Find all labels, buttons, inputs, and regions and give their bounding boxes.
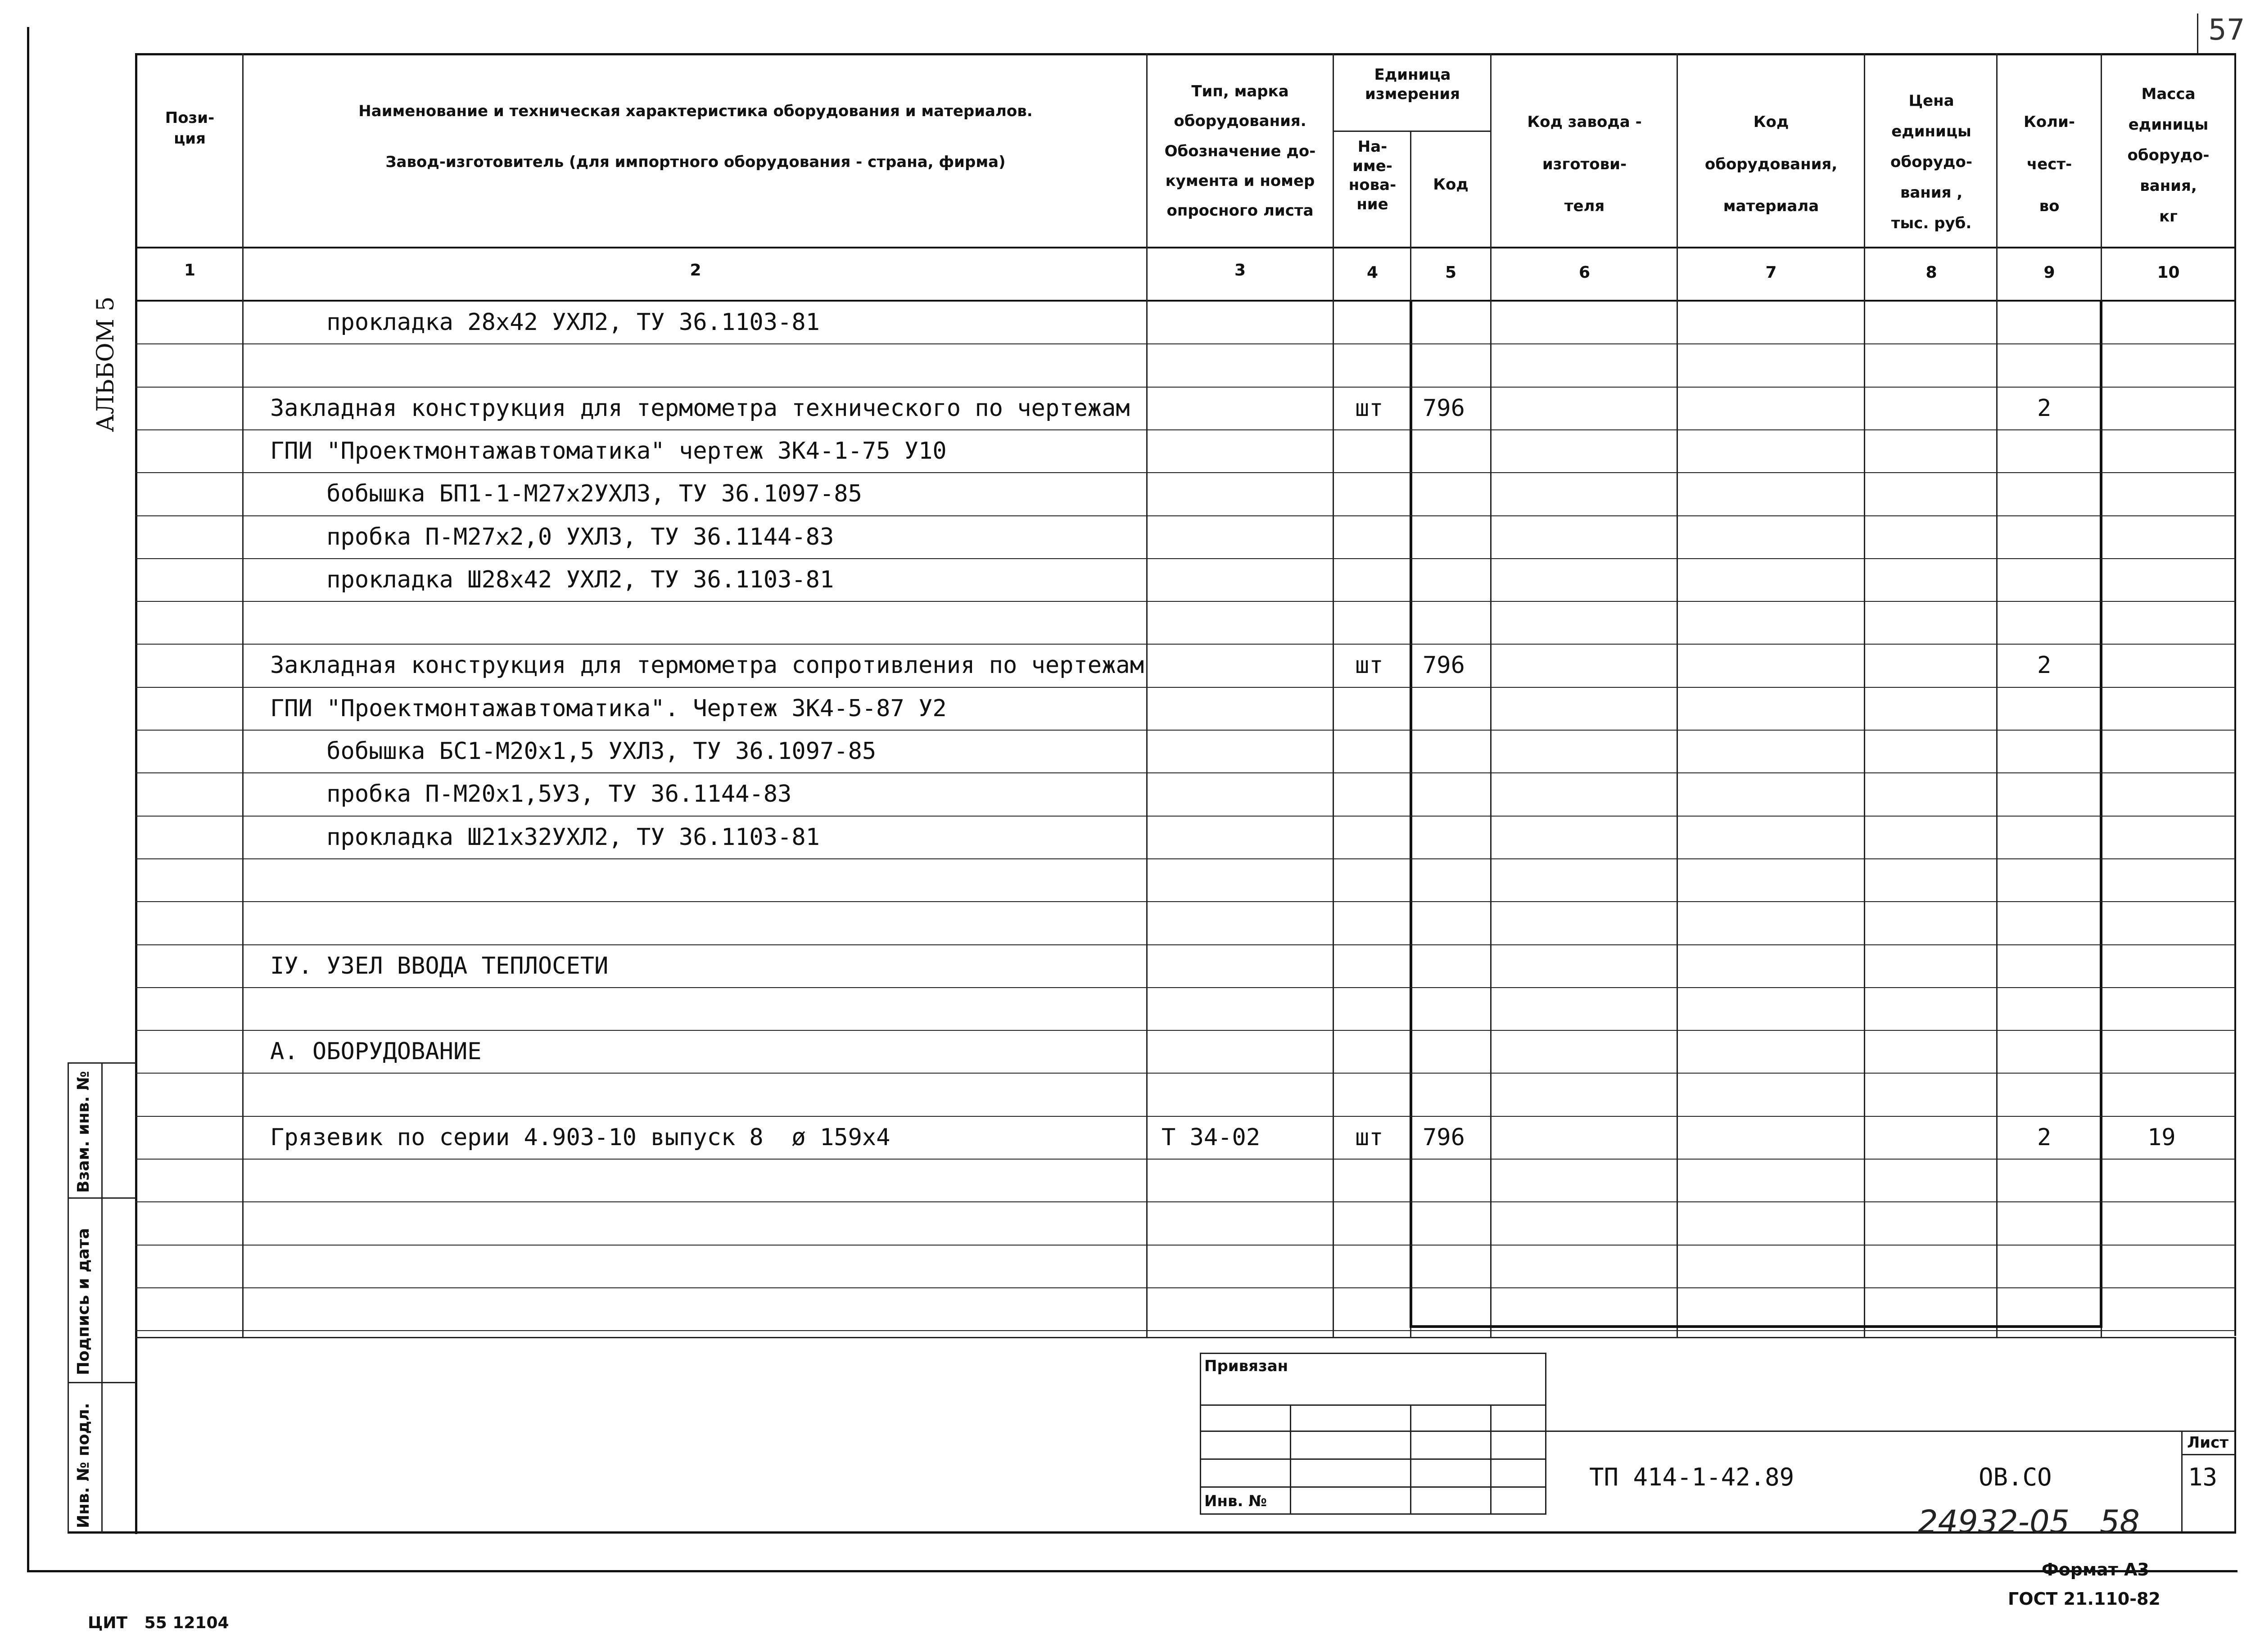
col-number-1: 1 [184, 261, 196, 280]
row-name-cell: бобышка БС1-М20х1,5 УХЛ3, ТУ 36.1097-85 [270, 738, 877, 765]
table-row-line [135, 1073, 2235, 1074]
title-block-row5 [1200, 1513, 1546, 1515]
sheet-bottom-line [68, 1531, 2235, 1534]
table-row-line [135, 816, 2235, 817]
left-stamp-div1 [68, 1197, 136, 1199]
col-number-8: 8 [1926, 263, 1937, 282]
gost-label: ГОСТ 21.110-82 [2008, 1589, 2161, 1609]
col-number-2: 2 [690, 261, 701, 280]
col-number-6: 6 [1578, 263, 1591, 282]
header-col5: Код [1433, 176, 1469, 194]
sheet-cell-mid [2181, 1454, 2235, 1455]
table-row-line [135, 343, 2235, 344]
title-block-main-top [1545, 1431, 2235, 1432]
header-col2-line2: Завод-изготовитель (для импортного оборудования - страна, фирма) [385, 153, 1006, 171]
row-name-cell: бобышка БП1-1-М27х2УХЛ3, ТУ 36.1097-85 [270, 480, 862, 507]
header-bottom-line [135, 247, 2235, 248]
table-row-line [135, 1287, 2235, 1288]
title-block-left [1200, 1353, 1201, 1515]
header-col10: Масса единицы оборудо- вания, кг [2127, 85, 2210, 226]
sheet-cell-left [2181, 1431, 2183, 1532]
left-stamp-vzam: Взам. инв. № [74, 1071, 93, 1193]
row-code-cell: 796 [1423, 652, 1465, 679]
header-col6: Код завода - изготови- теля [1527, 113, 1642, 215]
title-block-top [1200, 1353, 1546, 1354]
table-row-line [135, 687, 2235, 688]
header-col7: Код оборудования, материала [1704, 113, 1838, 215]
col-number-3: 3 [1234, 261, 1246, 280]
table-row-line [135, 1159, 2235, 1160]
sheet-right-border [2234, 1337, 2236, 1534]
table-row-line [135, 987, 2235, 988]
table-right-border [2234, 53, 2236, 1336]
row-name-cell: прокладка Ш21х32УХЛ2, ТУ 36.1103-81 [270, 824, 820, 851]
table-top-border [135, 53, 2235, 55]
row-name-cell: А. ОБОРУДОВАНИЕ [270, 1038, 482, 1065]
col-line-3 [1146, 53, 1148, 1338]
col-number-9: 9 [2043, 263, 2055, 282]
col-line-4 [1333, 53, 1334, 1338]
title-block-row3 [1200, 1458, 1546, 1460]
row-name-cell: Закладная конструкция для термометра сопротивления по чертежам [270, 652, 1144, 679]
left-stamp-top [68, 1062, 136, 1064]
row-name-cell: ГПИ "Проектмонтажавтоматика". Чертеж ЗК4-5-87 У2 [270, 695, 947, 722]
title-block-row1 [1200, 1404, 1546, 1406]
row-qty-cell: 2 [2037, 1124, 2052, 1151]
left-stamp-outer [68, 1062, 69, 1533]
bold-box-bottom [1410, 1325, 2102, 1328]
table-row-line [135, 1330, 2235, 1331]
col-line-8 [1864, 53, 1865, 1338]
handwritten-archive-number: 24932-05 58 [1918, 1503, 2140, 1540]
table-row-line [135, 472, 2235, 473]
outer-frame-left [27, 27, 29, 1571]
col-number-5: 5 [1445, 263, 1457, 282]
corner-page-number: 57 [2208, 14, 2245, 47]
col-line-9 [1996, 53, 1998, 1338]
bold-box-right [2100, 301, 2102, 1328]
header-col8: Цена единицы оборудо- вания , тыс. руб. [1890, 92, 1972, 232]
header-col9: Коли- чест- во [2024, 113, 2075, 215]
left-stamp-inner [101, 1062, 103, 1533]
row-name-cell: IУ. УЗЕЛ ВВОДА ТЕПЛОСЕТИ [270, 952, 609, 979]
header-col1: Пози- ция [165, 109, 215, 148]
table-row-line [135, 772, 2235, 773]
colnum-bottom-line [135, 300, 2235, 302]
title-block-col-c [1490, 1404, 1492, 1515]
doc-code: ТП 414-1-42.89 [1589, 1463, 1794, 1491]
table-row-line [135, 1030, 2235, 1031]
col-number-7: 7 [1765, 263, 1777, 282]
col-line-6 [1490, 53, 1492, 1338]
table-row-line [135, 429, 2235, 430]
album-side-label: АЛЬБОМ 5 [92, 296, 119, 432]
header-col4: На- име- нова- ние [1348, 138, 1397, 213]
unit-group-divider [1333, 131, 1491, 132]
row-qty-cell: 2 [2037, 395, 2052, 422]
col-line-2 [242, 53, 244, 1338]
title-block-col-a [1290, 1404, 1291, 1515]
inv-no-label: Инв. № [1204, 1492, 1267, 1510]
header-col3: Тип, марка оборудования. Обозначение до- кумента и номер опросного листа [1164, 82, 1316, 220]
table-row-line [135, 944, 2235, 945]
table-body-bottom-line [135, 1337, 2235, 1338]
corner-mark-line [2197, 14, 2198, 54]
row-name-cell: Грязевик по серии 4.903-10 выпуск 8 ø 159х4 [270, 1124, 890, 1151]
row-unit-cell: шт [1355, 395, 1383, 422]
row-name-cell: пробка П-М20х1,5У3, ТУ 36.1144-83 [270, 781, 792, 808]
row-mass-cell: 19 [2147, 1124, 2176, 1151]
left-stamp-div2 [68, 1382, 136, 1383]
footer-code: ЦИТ 55 12104 [88, 1614, 229, 1632]
left-stamp-inv-podl: Инв. № подл. [74, 1403, 93, 1528]
sheet-label: Лист [2187, 1434, 2228, 1452]
table-row-line [135, 730, 2235, 731]
table-row-line [135, 1201, 2235, 1202]
format-label: Формат А3 [2042, 1560, 2149, 1580]
sheet-number: 13 [2188, 1463, 2218, 1491]
title-block-row4 [1200, 1486, 1546, 1488]
row-qty-cell: 2 [2037, 652, 2052, 679]
row-name-cell: прокладка 28х42 УХЛ2, ТУ 36.1103-81 [270, 309, 820, 336]
table-row-line [135, 601, 2235, 602]
header-col2-line1: Наименование и техническая характеристика оборудования и материалов. [358, 102, 1033, 120]
row-type-cell: Т 34-02 [1162, 1124, 1261, 1151]
document-mark: ОВ.СО [1979, 1463, 2052, 1491]
outer-frame-bottom [27, 1570, 2237, 1572]
title-block-right-sub [1545, 1353, 1546, 1515]
col-line-7 [1677, 53, 1678, 1338]
privyazan-label: Привязан [1204, 1357, 1288, 1375]
table-row-line [135, 901, 2235, 902]
title-block-col-b [1410, 1404, 1411, 1515]
row-name-cell: прокладка Ш28х42 УХЛ2, ТУ 36.1103-81 [270, 566, 834, 593]
row-unit-cell: шт [1355, 652, 1383, 679]
table-row-line [135, 1245, 2235, 1246]
row-code-cell: 796 [1423, 1124, 1465, 1151]
bold-box-left [1410, 301, 1412, 1328]
table-row-line [135, 515, 2235, 516]
table-row-line [135, 558, 2235, 559]
row-unit-cell: шт [1355, 1124, 1383, 1151]
table-row-line [135, 858, 2235, 859]
row-name-cell: Закладная конструкция для термометра технического по чертежам [270, 395, 1130, 422]
header-unit-group: Единица измерения [1365, 66, 1460, 103]
row-name-cell: ГПИ "Проектмонтажавтоматика" чертеж ЗК4-1-75 У10 [270, 438, 947, 465]
left-stamp-podpis: Подпись и дата [74, 1228, 93, 1375]
row-name-cell: пробка П-М27х2,0 УХЛ3, ТУ 36.1144-83 [270, 524, 834, 551]
row-code-cell: 796 [1423, 395, 1465, 422]
table-row-line [135, 644, 2235, 645]
table-row-line [135, 387, 2235, 388]
col-number-10: 10 [2157, 263, 2180, 282]
table-row-line [135, 1116, 2235, 1117]
title-block-row2 [1200, 1431, 1546, 1432]
col-number-4: 4 [1366, 263, 1379, 282]
